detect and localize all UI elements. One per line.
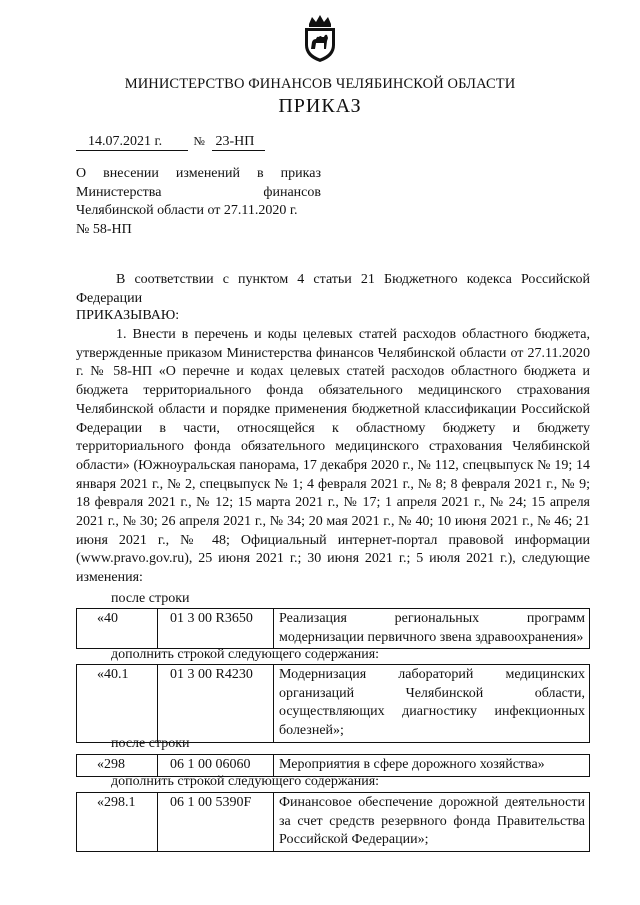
table-row-40-1 xyxy=(76,664,590,743)
table-row xyxy=(77,665,590,743)
table-row xyxy=(77,609,590,649)
after-row-label: после строки xyxy=(111,591,190,606)
row-code: 01 3 00 R4230 xyxy=(158,665,274,743)
table-row-298-1 xyxy=(76,792,590,852)
row-number: «298.1 xyxy=(77,793,158,852)
table-row xyxy=(77,793,590,852)
order-date: 14.07.2021 г. xyxy=(76,134,188,151)
subject-line: Челябинской области от 27.11.2020 г. xyxy=(76,203,298,218)
table-row-40 xyxy=(76,608,590,649)
subject-line: № 58-НП xyxy=(76,221,132,237)
row-code: 01 3 00 R3650 xyxy=(158,609,274,649)
row-code: 06 1 00 5390F xyxy=(158,793,274,852)
item-1-paragraph: 1. Внести в перечень и коды целевых статей расходов областного бюджета, утвержденные приказом Министерства финансов Челябинской области от 27.11.2020 г. № 58-НП «О перечне и кодах целевых статей расходов областного бюджета и бюджета территориального фонда обязательного медицинского страхования Челябинской области и порядке применения бюджетной классификации Российской Федерации в части, относящейся к областному бюджету и бюджету территориального фонда обязательного медицинского страхования Челябинской области» (Южноуральская панорама, 17 декабря 2020 г., № 112, спецвыпуск № 19; 14 января 2021 г., № 2, спецвыпуск № 1; 4 февраля 2021 г., № 8; 8 февраля 2021 г., № 9; 18 февраля 2021 г., № 12; 15 марта 2021 г., № 17; 1 апреля 2021 г., № 24; 15 апреля 2021 г., № 30; 26 апреля 2021 г., № 34; 20 мая 2021 г., № 40; 10 июня 2021 г., № 46; 21 июня 2021 г., № 48; Официальный интернет-портал правовой информации (www.pravo.gov.ru), 25 июня 2021 г.; 30 июня 2021 г.; 5 июля 2021 г.), следующие изменения: xyxy=(76,327,590,586)
prikazyvayu-heading: ПРИКАЗЫВАЮ: xyxy=(76,308,180,323)
ministry-name: МИНИСТЕРСТВО ФИНАНСОВ ЧЕЛЯБИНСКОЙ ОБЛАСТИ xyxy=(124,76,516,92)
row-number: «298 xyxy=(77,755,158,777)
add-row-label: дополнить строкой следующего содержания: xyxy=(111,647,380,662)
row-code: 06 1 00 06060 xyxy=(158,755,274,777)
row-description: Модернизация лабораторий медицинских организаций Челябинской области, осуществляющих диагностику инфекционных болезней»; xyxy=(274,665,590,743)
row-description: Финансовое обеспечение дорожной деятельности за счет средств резервного фонда Правительства Российской Федерации»; xyxy=(274,793,590,852)
order-number: 23-НП xyxy=(212,134,265,151)
row-description: Реализация региональных программ модернизации первичного звена здравоохранения» xyxy=(274,609,590,649)
document-type-title: ПРИКАЗ xyxy=(278,95,362,117)
preamble-paragraph: В соответствии с пунктом 4 статьи 21 Бюджетного кодекса Российской Федерации xyxy=(76,272,590,306)
row-number: «40 xyxy=(77,609,158,649)
row-description: Мероприятия в сфере дорожного хозяйства» xyxy=(274,755,590,777)
subject-line: О внесении изменений в приказ xyxy=(76,166,321,181)
add-row-label: дополнить строкой следующего содержания: xyxy=(111,774,380,789)
chelyabinsk-coat-of-arms-icon xyxy=(300,15,340,63)
number-sign: № xyxy=(193,134,205,148)
subject-line: Министерства финансов xyxy=(76,184,321,200)
table-row xyxy=(77,755,590,777)
row-number: «40.1 xyxy=(77,665,158,743)
order-date-number-line xyxy=(76,134,265,151)
order-subject xyxy=(76,165,321,239)
after-row-label: после строки xyxy=(111,736,190,751)
